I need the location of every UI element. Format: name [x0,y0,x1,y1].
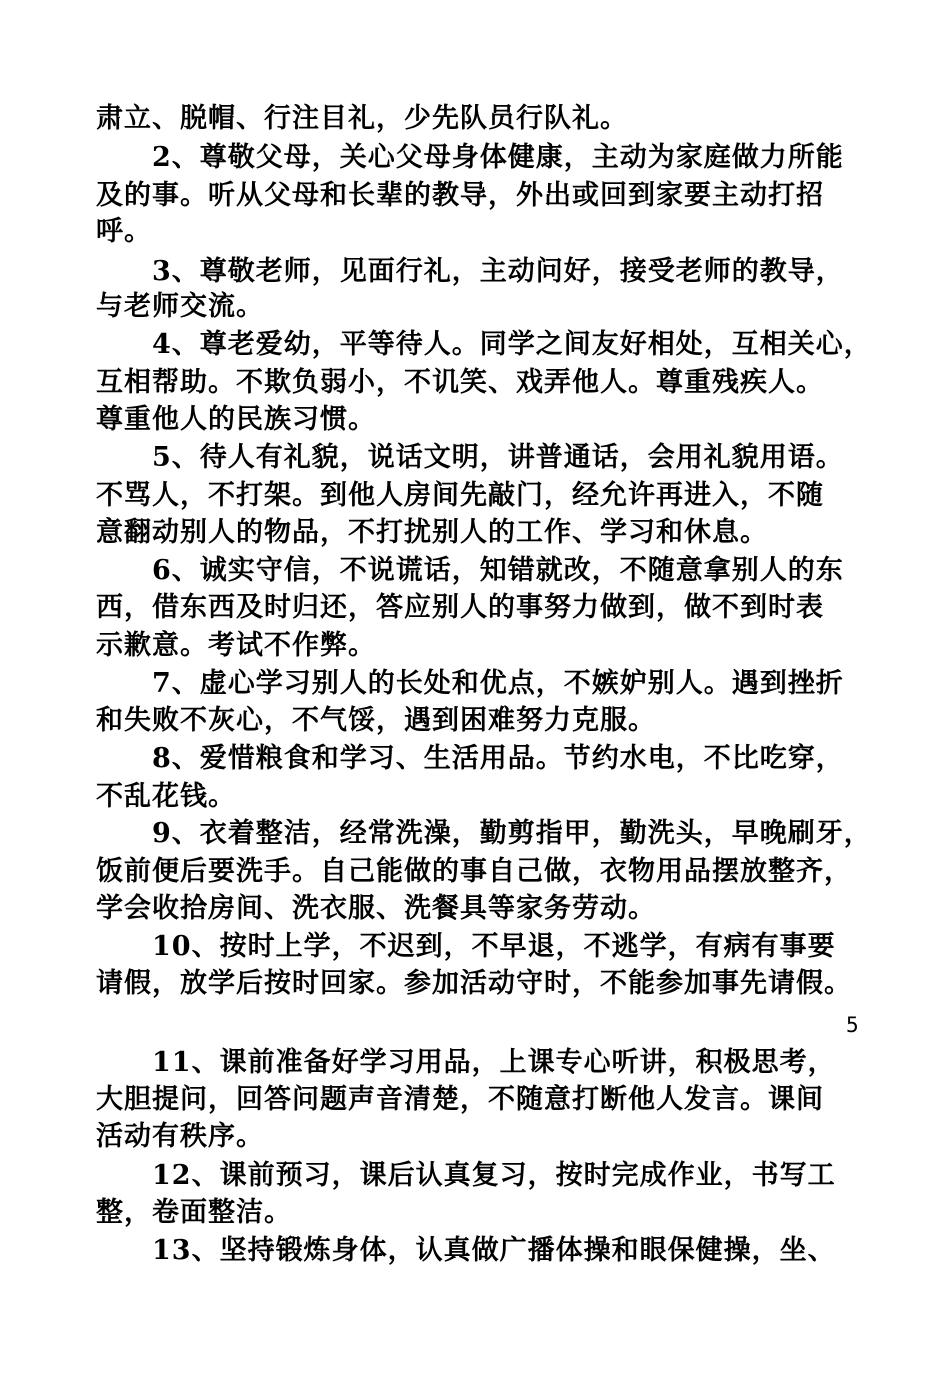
paragraph-4-line: 4、尊老爱幼，平等待人。同学之间友好相处，互相关心， [152,329,872,360]
text-line: 示歉意。考试不作弊。 [96,630,376,661]
text-line: 尊重他人的民族习惯。 [96,404,376,435]
text-line: 饭前便后要洗手。自己能做的事自己做，衣物用品摆放整齐， [96,856,852,887]
paragraph-9-line: 9、衣着整洁，经常洗澡，勤剪指甲，勤洗头，早晚刷牙， [152,818,872,849]
paragraph-8-line: 8、爱惜粮食和学习、生活用品。节约水电，不比吃穿， [152,743,844,774]
text-line: 整，卷面整洁。 [96,1197,292,1228]
text-line: 活动有秩序。 [96,1121,264,1152]
text-line: 意翻动别人的物品，不打扰别人的工作、学习和休息。 [96,517,768,548]
paragraph-10-line: 10、按时上学，不迟到，不早退，不逃学，有病有事要 [152,931,836,962]
text-line: 学会收拾房间、洗衣服、洗餐具等家务劳动。 [96,893,656,924]
text-line: 和失败不灰心，不气馁，遇到困难努力克服。 [96,705,656,736]
paragraph-3-line: 3、尊敬老师，见面行礼，主动问好，接受老师的教导， [152,256,844,287]
text-line: 肃立、脱帽、行注目礼，少先队员行队礼。 [96,103,628,134]
paragraph-6-line: 6、诚实守信，不说谎话，知错就改，不随意拿别人的东 [152,555,844,586]
text-line: 呼。 [96,216,152,247]
paragraph-2-line: 2、尊敬父母，关心父母身体健康，主动为家庭做力所能 [152,142,844,173]
text-line: 请假，放学后按时回家。参加活动守时，不能参加事先请假。 [96,968,852,999]
text-line: 与老师交流。 [96,291,264,322]
text-line: 西，借东西及时归还，答应别人的事努力做到，做不到时表 [96,592,824,623]
paragraph-7-line: 7、虚心学习别人的长处和优点，不嫉妒别人。遇到挫折 [152,668,844,699]
paragraph-13-line: 13、坚持锻炼身体，认真做广播体操和眼保健操，坐、 [152,1235,836,1266]
text-line: 及的事。听从父母和长辈的教导，外出或回到家要主动打招 [96,180,824,211]
paragraph-11-line: 11、课前准备好学习用品，上课专心听讲，积极思考， [152,1047,836,1078]
page-number: 5 [846,1013,859,1037]
text-line: 不骂人，不打架。到他人房间先敲门，经允许再进入，不随 [96,480,824,511]
paragraph-12-line: 12、课前预习，课后认真复习，按时完成作业，书写工 [152,1160,836,1191]
text-line: 大胆提问，回答问题声音清楚，不随意打断他人发言。课间 [96,1084,824,1115]
text-line: 不乱花钱。 [96,781,236,812]
text-line: 互相帮助。不欺负弱小，不讥笑、戏弄他人。尊重残疾人。 [96,367,824,398]
paragraph-5-line: 5、待人有礼貌，说话文明，讲普通话，会用礼貌用语。 [152,442,844,473]
